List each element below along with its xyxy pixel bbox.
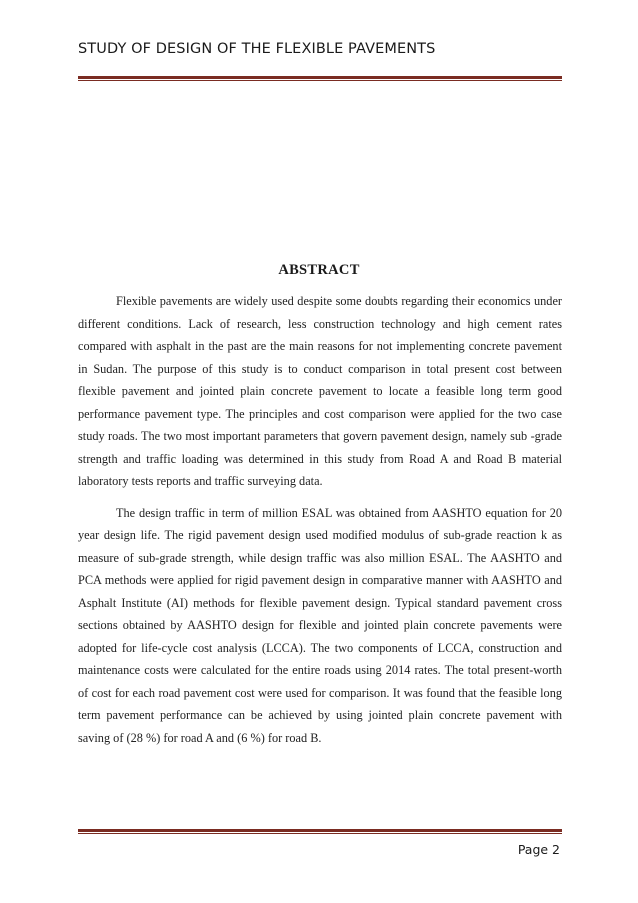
abstract-paragraph-1: Flexible pavements are widely used despite some doubts regarding their economics under different conditions. Lack of research, less construction technology and high cement rates compared with asphalt in the past are the main reasons for not implementing concrete pavement in Sudan. The purpose of this study is to conduct comparison in total present cost between flexible pavement and jointed plain concrete pavement to locate a feasible long term good performance pavement type. The principles and cost comparison were applied for the two case study roads. The two most important parameters that govern pavement design, namely sub -grade strength and traffic loading was determined in this study from Road A and Road B material laboratory tests reports and traffic surveying data. [78,294,562,488]
header-divider [78,76,562,81]
running-header-title: STUDY OF DESIGN OF THE FLEXIBLE PAVEMENTS [78,41,436,57]
page-number: Page 2 [517,842,560,857]
abstract-heading: ABSTRACT [278,262,360,278]
footer-divider [78,829,562,834]
abstract-paragraph-2: The design traffic in term of million ESAL was obtained from AASHTO equation for 20 year design life. The rigid pavement design used modified modulus of sub-grade reaction k as measure of sub-grade strength, while design traffic was also million ESAL. The AASHTO and PCA methods were applied for rigid pavement design in comparative manner with AASHTO and Asphalt Institute (AI) methods for flexible pavement design. Typical standard pavement cross sections obtained by AASHTO design for flexible and jointed plain concrete pavements were adopted for life-cycle cost analysis (LCCA). The two components of LCCA, construction and maintenance costs were calculated for the entire roads using 2014 rates. The total present-worth of cost for each road pavement cost were used for comparison. It was found that the feasible long term pavement performance can be achieved by using jointed plain concrete pavement with saving of (28 %) for road A and (6 %) for road B. [78,505,562,745]
abstract-body [78,290,562,749]
